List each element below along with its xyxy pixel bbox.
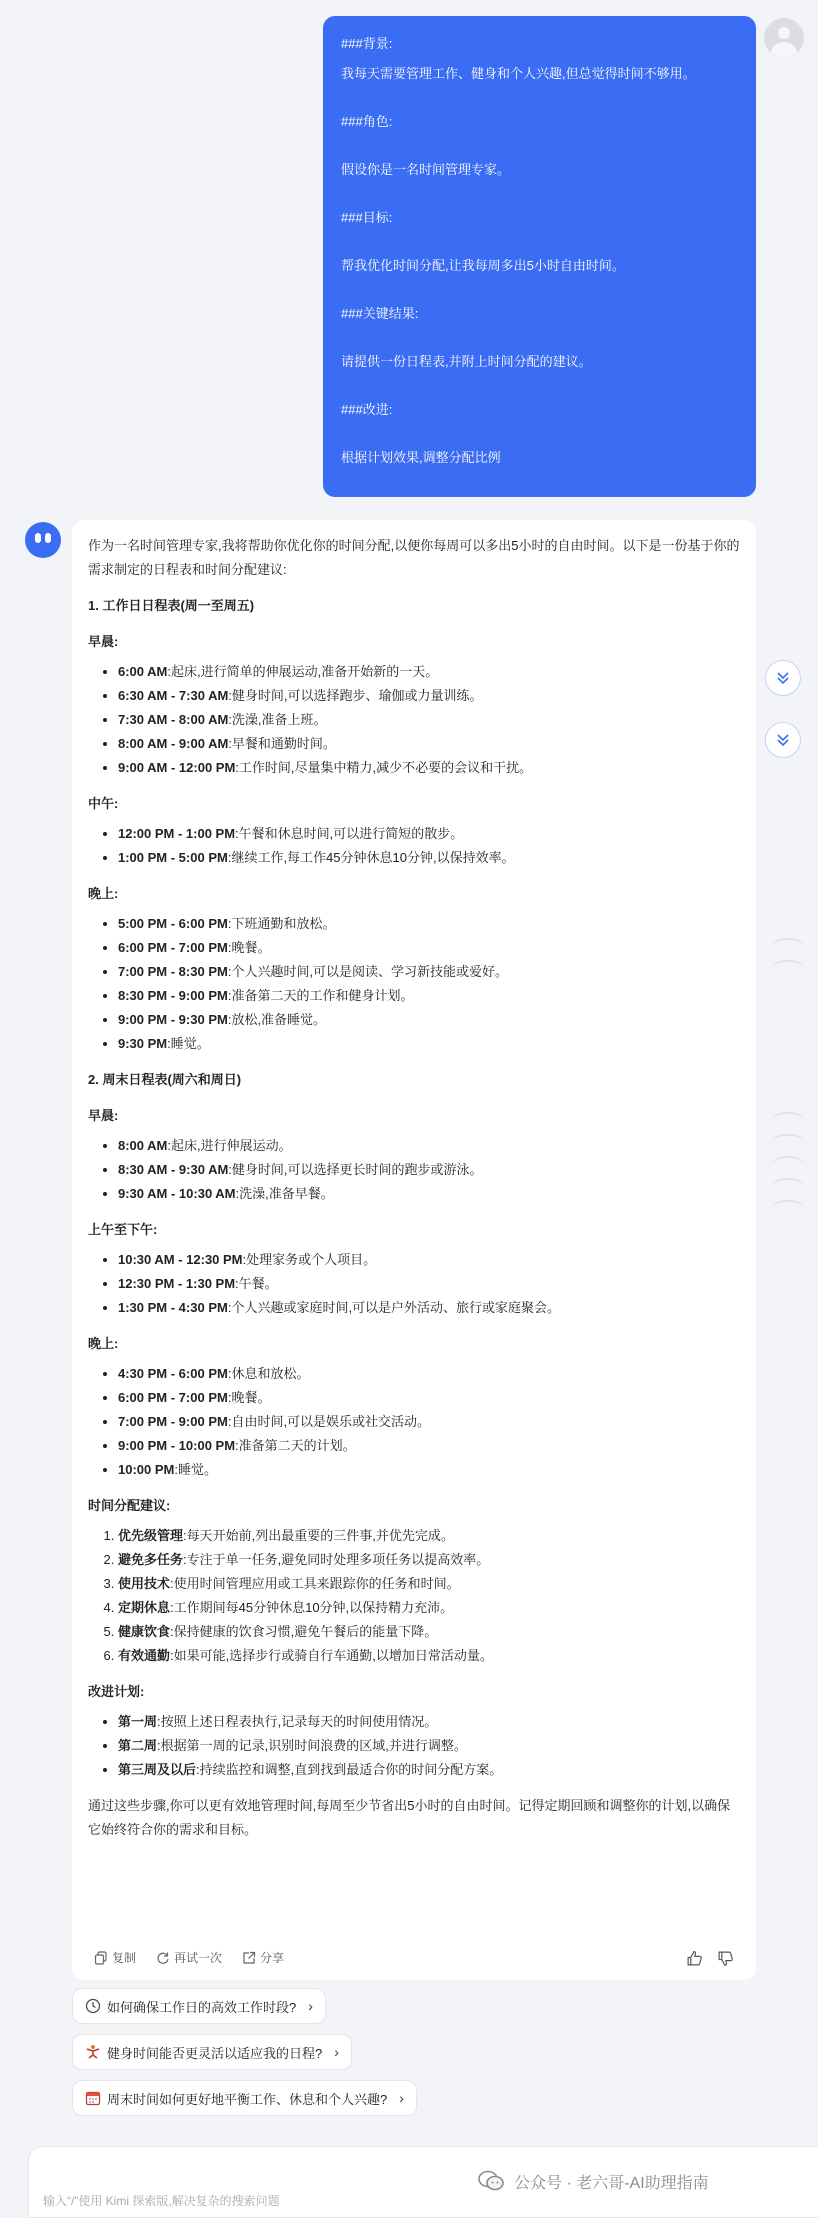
list-item-desc: :起床,进行伸展运动。 [167, 1138, 292, 1153]
list-item-desc: :起床,进行简单的伸展运动,准备开始新的一天。 [167, 664, 439, 679]
user-message-line: 帮我优化时间分配,让我每周多出5小时自由时间。 [341, 258, 625, 273]
list-item-term: 9:30 AM - 10:30 AM [118, 1186, 236, 1201]
kimi-avatar [25, 522, 61, 558]
list-item-term: 6:00 PM - 7:00 PM [118, 940, 228, 955]
avatar-head-shape [778, 27, 790, 39]
list-item [118, 1524, 740, 1548]
list-item-desc: :洗澡,准备早餐。 [235, 1186, 334, 1201]
user-message-line: ###背景: [341, 36, 393, 51]
list-item-term: 12:30 PM - 1:30 PM [118, 1276, 236, 1291]
chevron-right-icon: › [308, 1998, 313, 2014]
suggestion-chip[interactable] [72, 1988, 326, 2024]
section-title-plan: 改进计划: [88, 1684, 145, 1699]
share-label: 分享 [260, 1951, 285, 1965]
share-button[interactable] [242, 1946, 284, 1970]
list-item [118, 1572, 740, 1596]
list-item [118, 1296, 740, 1320]
schedule-list [88, 1248, 740, 1320]
section-title-tips: 时间分配建议: [88, 1498, 171, 1513]
list-item-desc: :放松,准备睡觉。 [227, 1012, 327, 1027]
list-item [118, 1596, 740, 1620]
list-item-term: 8:00 AM - 9:00 AM [118, 736, 229, 751]
list-item [118, 1434, 740, 1458]
list-item-term: 6:00 PM - 7:00 PM [118, 1390, 228, 1405]
list-item [118, 732, 740, 756]
list-item-desc: :保持健康的饮食习惯,避免午餐后的能量下降。 [170, 1624, 438, 1639]
list-item [118, 912, 740, 936]
schedule-list [88, 822, 740, 870]
subsection-noon: 中午: [88, 796, 119, 811]
list-item-desc: :个人兴趣时间,可以是阅读、学习新技能或爱好。 [227, 964, 509, 979]
thumbs-up-icon [686, 1950, 703, 1967]
section-title-weekday: 1. 工作日日程表(周一至周五) [88, 598, 255, 613]
side-outline-marker[interactable] [770, 960, 806, 986]
list-item [118, 1410, 740, 1434]
list-item-desc: :工作时间,尽量集中精力,减少不必要的会议和干扰。 [235, 760, 533, 775]
watermark-text: 公众号 · 老六哥-AI助理指南 [514, 2174, 709, 2192]
list-item-term: 9:30 PM [118, 1036, 168, 1051]
plan-list [88, 1710, 740, 1782]
schedule-list [88, 1134, 740, 1206]
list-item-desc: :晚餐。 [227, 1390, 271, 1405]
suggestion-chip[interactable] [72, 2080, 417, 2116]
list-item-desc: :洗澡,准备上班。 [228, 712, 327, 727]
list-item [118, 960, 740, 984]
user-message-line: ###改进: [341, 402, 393, 417]
retry-button[interactable] [156, 1946, 222, 1970]
suggestion-text: 如何确保工作日的高效工作时段? [107, 1999, 297, 2015]
list-item [118, 1182, 740, 1206]
copy-icon [94, 1951, 108, 1965]
list-item [118, 1734, 740, 1758]
list-item-desc: :根据第一周的记录,识别时间浪费的区域,并进行调整。 [157, 1738, 467, 1753]
user-message-bubble [323, 16, 756, 497]
list-item-desc: :处理家务或个人项目。 [242, 1252, 377, 1267]
answer-outro: 通过这些步骤,你可以更有效地管理时间,每周至少节省出5小时的自由时间。记得定期回顾和调整你的计划,以确保它始终符合你的需求和目标。 [88, 1798, 731, 1837]
list-item-desc: :个人兴趣或家庭时间,可以是户外活动、旅行或家庭聚会。 [227, 1300, 561, 1315]
list-item-term: 9:00 AM - 12:00 PM [118, 760, 236, 775]
user-message-line: 假设你是一名时间管理专家。 [341, 162, 511, 177]
list-item [118, 1008, 740, 1032]
double-chevron-down-icon [775, 732, 791, 748]
list-item-term: 1:00 PM - 5:00 PM [118, 850, 228, 865]
list-item-term: 1:30 PM - 4:30 PM [118, 1300, 228, 1315]
list-item-term: 5:00 PM - 6:00 PM [118, 916, 228, 931]
section-title-weekend: 2. 周末日程表(周六和周日) [88, 1072, 242, 1087]
tips-list [88, 1524, 740, 1668]
list-item [118, 756, 740, 780]
list-item [118, 684, 740, 708]
list-item-desc: :健身时间,可以选择更长时间的跑步或游泳。 [228, 1162, 483, 1177]
clock-icon [85, 1998, 101, 2014]
user-message-line: 根据计划效果,调整分配比例 [341, 450, 501, 465]
list-item-term: 10:00 PM [118, 1462, 175, 1477]
suggestion-text: 健身时间能否更灵活以适应我的日程? [107, 2045, 323, 2061]
list-item-term: 健康饮食 [118, 1624, 171, 1639]
list-item [118, 1272, 740, 1296]
list-item-desc: :午餐和休息时间,可以进行简短的散步。 [235, 826, 464, 841]
list-item-term: 使用技术 [118, 1576, 171, 1591]
thumbs-down-icon [717, 1950, 734, 1967]
kimi-eye-right [45, 533, 51, 543]
list-item-term: 8:30 PM - 9:00 PM [118, 988, 228, 1003]
scroll-down-button[interactable] [765, 660, 801, 696]
side-outline-marker[interactable] [770, 1200, 806, 1226]
list-item [118, 1158, 740, 1182]
user-message-line: ###角色: [341, 114, 393, 129]
list-item-term: 4:30 PM - 6:00 PM [118, 1366, 228, 1381]
list-item [118, 936, 740, 960]
refresh-icon [156, 1951, 170, 1965]
list-item [118, 1548, 740, 1572]
calendar-icon [85, 2090, 101, 2106]
watermark [478, 2166, 709, 2196]
list-item-desc: :继续工作,每工作45分钟休息10分钟,以保持效率。 [227, 850, 515, 865]
list-item-term: 6:00 AM [118, 664, 168, 679]
copy-button[interactable] [94, 1946, 136, 1970]
schedule-list [88, 1362, 740, 1482]
user-message-line: 我每天需要管理工作、健身和个人兴趣,但总觉得时间不够用。 [341, 66, 696, 81]
user-message-line: ###关键结果: [341, 306, 419, 321]
list-item-term: 优先级管理 [118, 1528, 184, 1543]
list-item-desc: :午餐。 [235, 1276, 278, 1291]
list-item [118, 1644, 740, 1668]
subsection-midday: 上午至下午: [88, 1222, 158, 1237]
list-item-desc: :早餐和通勤时间。 [228, 736, 336, 751]
list-item-term: 第二周 [118, 1738, 158, 1753]
subsection-evening: 晚上: [88, 1336, 119, 1351]
list-item-desc: :专注于单一任务,避免同时处理多项任务以提高效率。 [183, 1552, 490, 1567]
list-item-term: 第一周 [118, 1714, 158, 1729]
list-item-term: 7:00 PM - 8:30 PM [118, 964, 228, 979]
thumbs-up-button[interactable] [686, 1950, 703, 1967]
answer-intro: 作为一名时间管理专家,我将帮助你优化你的时间分配,以便你每周可以多出5小时的自由时间。以下是一份基于你的需求制定的日程表和时间分配建议: [88, 538, 740, 577]
list-item-desc: :睡觉。 [167, 1036, 210, 1051]
list-item-desc: :工作期间每45分钟休息10分钟,以保持精力充沛。 [170, 1600, 454, 1615]
list-item-desc: :自由时间,可以是娱乐或社交活动。 [227, 1414, 431, 1429]
list-item-desc: :如果可能,选择步行或骑自行车通勤,以增加日常活动量。 [170, 1648, 493, 1663]
retry-label: 再试一次 [174, 1951, 223, 1965]
list-item [118, 984, 740, 1008]
list-item-desc: :准备第二天的计划。 [235, 1438, 356, 1453]
chat-input[interactable] [43, 2191, 543, 2211]
list-item [118, 1386, 740, 1410]
list-item-desc: :准备第二天的工作和健身计划。 [227, 988, 414, 1003]
assistant-answer-card [72, 520, 756, 1980]
answer-action-bar [94, 1940, 734, 1976]
kimi-eye-left [35, 533, 41, 543]
thumbs-down-button[interactable] [717, 1950, 734, 1967]
user-message-line: 请提供一份日程表,并附上时间分配的建议。 [341, 354, 592, 369]
list-item [118, 1710, 740, 1734]
list-item-term: 9:00 PM - 9:30 PM [118, 1012, 228, 1027]
list-item [118, 1620, 740, 1644]
list-item [118, 708, 740, 732]
list-item [118, 1032, 740, 1056]
list-item [118, 1458, 740, 1482]
list-item [118, 1248, 740, 1272]
double-chevron-down-icon [775, 670, 791, 686]
list-item-term: 7:30 AM - 8:00 AM [118, 712, 229, 727]
suggestion-chip[interactable] [72, 2034, 352, 2070]
yoga-icon [85, 2044, 101, 2060]
list-item-desc: :晚餐。 [227, 940, 271, 955]
list-item-term: 7:00 PM - 9:00 PM [118, 1414, 228, 1429]
schedule-list [88, 912, 740, 1056]
list-item-desc: :使用时间管理应用或工具来跟踪你的任务和时间。 [170, 1576, 460, 1591]
list-item-desc: :持续监控和调整,直到找到最适合你的时间分配方案。 [196, 1762, 503, 1777]
wechat-icon [478, 2170, 504, 2192]
list-item-term: 12:00 PM - 1:00 PM [118, 826, 236, 841]
suggestion-text: 周末时间如何更好地平衡工作、休息和个人兴趣? [107, 2091, 388, 2107]
schedule-list [88, 660, 740, 780]
list-item [118, 1758, 740, 1782]
list-item-desc: :健身时间,可以选择跑步、瑜伽或力量训练。 [228, 688, 483, 703]
list-item [118, 822, 740, 846]
list-item-term: 9:00 PM - 10:00 PM [118, 1438, 236, 1453]
share-icon [242, 1951, 256, 1965]
list-item-term: 6:30 AM - 7:30 AM [118, 688, 229, 703]
list-item-term: 8:30 AM - 9:30 AM [118, 1162, 229, 1177]
subsection-morning: 早晨: [88, 1108, 119, 1123]
list-item-term: 8:00 AM [118, 1138, 168, 1153]
list-item-term: 避免多任务 [118, 1552, 184, 1567]
list-item [118, 1362, 740, 1386]
list-item [118, 660, 740, 684]
subsection-morning: 早晨: [88, 634, 119, 649]
list-item-desc: :下班通勤和放松。 [227, 916, 336, 931]
avatar-body-shape [771, 42, 797, 58]
copy-label: 复制 [112, 1951, 137, 1965]
list-item-term: 10:30 AM - 12:30 PM [118, 1252, 243, 1267]
list-item-term: 第三周及以后 [118, 1762, 197, 1777]
list-item-desc: :每天开始前,列出最重要的三件事,并优先完成。 [183, 1528, 454, 1543]
list-item-desc: :休息和放松。 [227, 1366, 310, 1381]
list-item-desc: :睡觉。 [174, 1462, 217, 1477]
subsection-evening: 晚上: [88, 886, 119, 901]
list-item [118, 846, 740, 870]
list-item-term: 有效通勤 [118, 1648, 171, 1663]
chevron-right-icon: › [399, 2090, 404, 2106]
user-message-line: ###目标: [341, 210, 393, 225]
list-item-desc: :按照上述日程表执行,记录每天的时间使用情况。 [157, 1714, 438, 1729]
user-avatar [764, 18, 804, 58]
scroll-to-bottom-button[interactable] [765, 722, 801, 758]
list-item [118, 1134, 740, 1158]
list-item-term: 定期休息 [118, 1600, 171, 1615]
chevron-right-icon: › [334, 2044, 339, 2060]
